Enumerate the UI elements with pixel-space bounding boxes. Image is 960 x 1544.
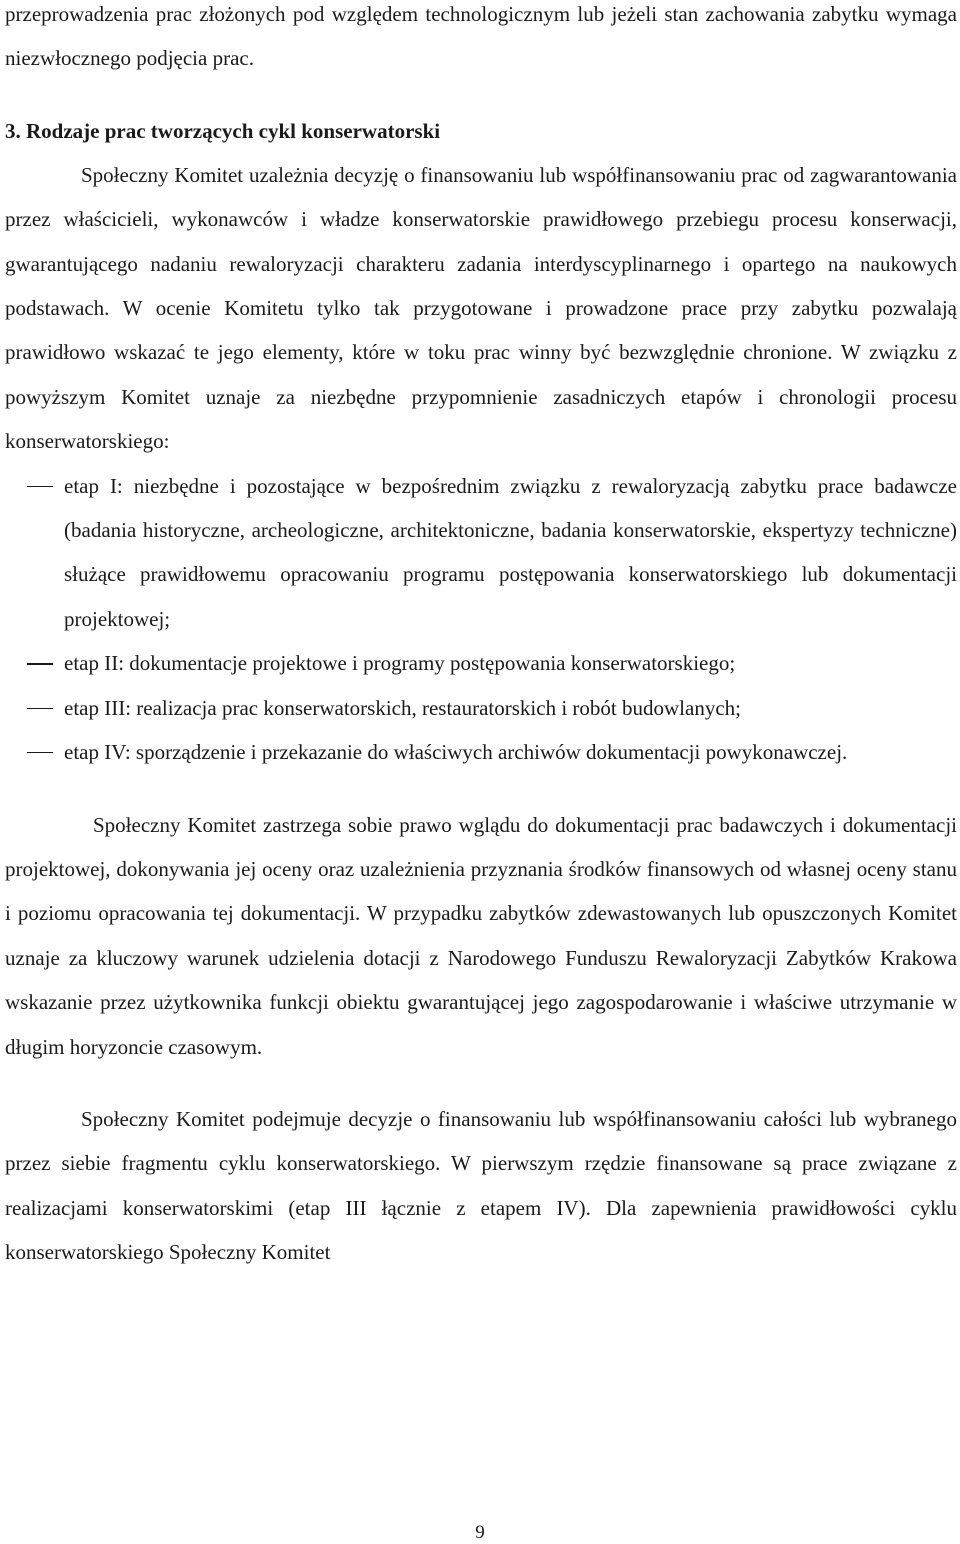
stage-text: etap III: realizacja prac konserwatorskich, restauratorskich i robót budowlanych;: [64, 695, 741, 720]
paragraph-documentation-review: Społeczny Komitet zastrzega sobie prawo wglądu do dokumentacji prac badawczych i dokumentacji projektowej, dokonywania jej oceny oraz uzależnienia przyznania środków finansowych od własnej oceny stanu i poziomu opracowania tej dokumentacji. W przypadku zabytków zdewastowanych lub opuszczonych Komitet uznaje za kluczowy warunek udzielenia dotacji z Narodowego Funduszu Rewaloryzacji Zabytków Krakowa wskazanie przez użytkownika funkcji obiektu gwarantującej jego zagospodarowanie i właściwe utrzymanie w długim horyzoncie czasowym.: [5, 812, 957, 1059]
paragraph-financing-decisions: Społeczny Komitet podejmuje decyzje o finansowaniu lub współfinansowaniu całości lub wybranego przez siebie fragmentu cyklu konserwatorskiego. W pierwszym rzędzie finansowane są prace związane z realizacjami konserwatorskimi (etap III łącznie z etapem IV). Dla zapewnienia prawidłowości cyklu konserwatorskiego Społeczny Komitet: [5, 1106, 957, 1265]
dash-bullet: [27, 708, 53, 709]
stage-item: [5, 641, 957, 685]
section-paragraph: Społeczny Komitet uzależnia decyzję o finansowaniu lub współfinansowaniu prac od zagwarantowania przez właścicieli, wykonawców i władze konserwatorskie prawidłowego przebiegu procesu konserwacji, gwarantującego nadaniu rewaloryzacji charakteru zadania interdyscyplinarnego i opartego na naukowych podstawach. W ocenie Komitetu tylko tak przygotowane i prowadzone prace przy zabytku pozwalają prawidłowo wskazać te jego elementy, które w toku prac winny być bezwzględnie chronione. W związku z powyższym Komitet uznaje za niezbędne przypomnienie zasadniczych etapów i chronologii procesu konserwatorskiego:: [5, 162, 957, 454]
page-number: 9: [475, 1522, 485, 1543]
document-page: [5, 0, 957, 1275]
dash-bullet: [27, 663, 53, 664]
section-heading: 3. Rodzaje prac tworzących cykl konserwatorski: [5, 118, 441, 143]
stage-text: etap I: niezbędne i pozostające w bezpośrednim związku z rewaloryzacją zabytku prace badawcze (badania historyczne, archeologiczne, architektoniczne, badania konserwatorskie, ekspertyzy techniczne) służące prawidłowemu opracowaniu programu postępowania konserwatorskiego lub dokumentacji projektowej;: [64, 473, 957, 631]
stage-item: [5, 686, 957, 730]
stage-item: [5, 730, 957, 774]
stage-text: etap II: dokumentacje projektowe i programy postępowania konserwatorskiego;: [64, 651, 736, 676]
intro-fragment: przeprowadzenia prac złożonych pod względem technologicznym lub jeżeli stan zachowania zabytku wymaga niezwłocznego podjęcia prac.: [5, 2, 957, 71]
dash-bullet: [27, 752, 53, 753]
stage-text: etap IV: sporządzenie i przekazanie do właściwych archiwów dokumentacji powykonawczej.: [64, 740, 848, 765]
dash-bullet: [27, 486, 53, 487]
stage-list: [5, 464, 957, 775]
stage-item: [5, 464, 957, 642]
